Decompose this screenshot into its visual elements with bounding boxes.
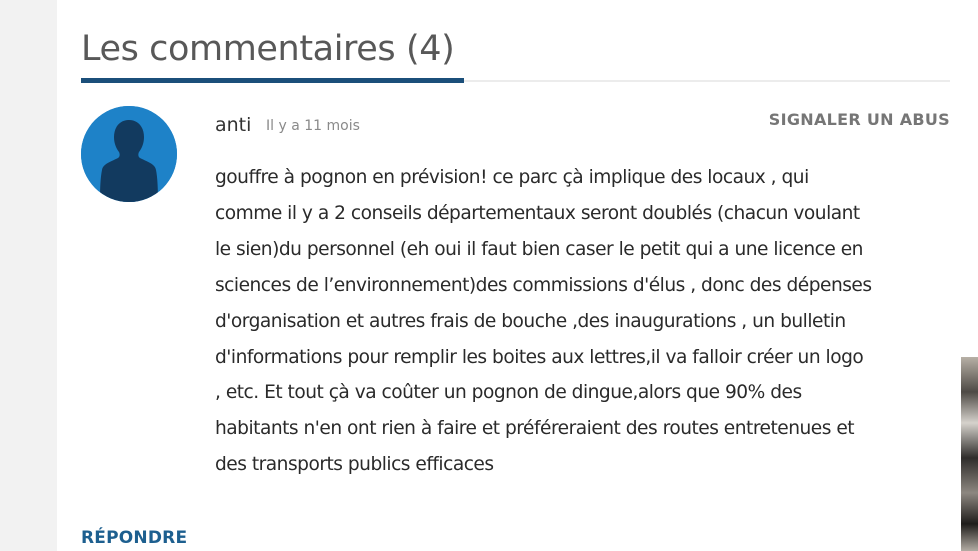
comment-timestamp: Il y a 11 mois: [266, 118, 360, 134]
reply-link[interactable]: RÉPONDRE: [81, 528, 188, 548]
title-underline: [81, 78, 464, 83]
default-user-icon: [81, 106, 177, 202]
section-divider: [464, 80, 950, 82]
comment-author[interactable]: anti: [215, 114, 252, 136]
section-title: Les commentaires (4): [81, 29, 455, 69]
avatar: [81, 106, 177, 202]
side-image: [961, 357, 978, 551]
comment-text: gouffre à pognon en prévision! ce parc çà implique des locaux , qui comme il y a 2 conseils départementaux seront doublés (chacun voulant le sien)du personnel (eh oui il faut bien caser le petit qui a une licence en sciences de l’environnement)des commissions d'élus , donc des dépenses d'organisation et autres frais de bouche ,des inaugurations , un bulletin d'informations pour remplir les boites aux lettres,il va falloir créer un logo , etc. Et tout çà va coûter un pognon de dingue,alors que 90% des habitants n'en ont rien à faire et préféreraient des routes entretenues et des transports publics efficaces: [215, 167, 872, 476]
report-abuse-link[interactable]: SIGNALER UN ABUS: [768, 110, 950, 129]
